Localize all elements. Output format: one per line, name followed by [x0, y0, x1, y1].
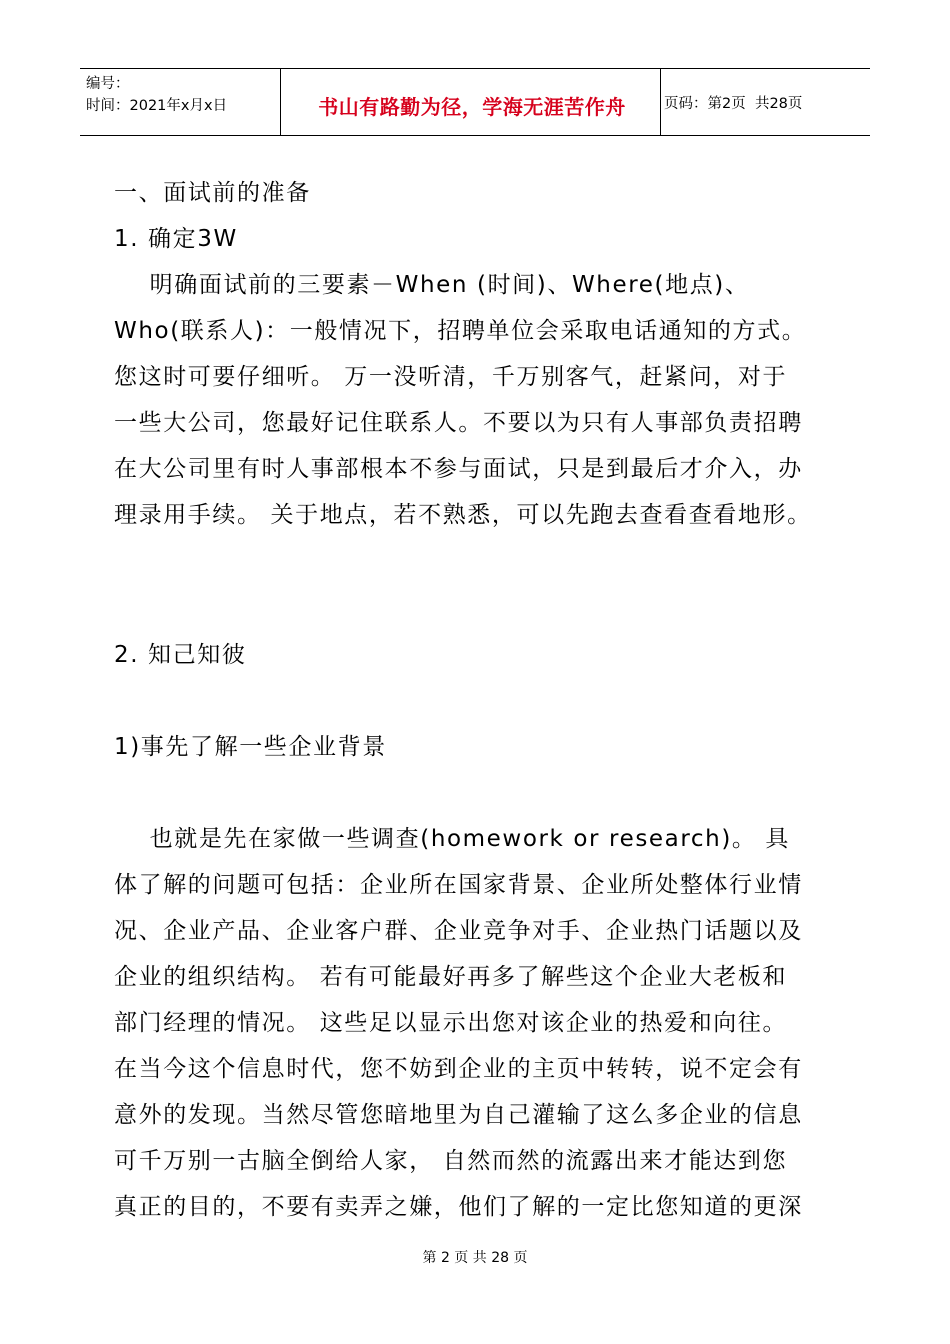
paragraph-line: 在当今这个信息时代，您不妨到企业的主页中转转，说不定会有: [114, 1056, 803, 1082]
paragraph-line: 在大公司里有时人事部根本不参与面试，只是到最后才介入，办: [114, 456, 803, 482]
paragraph-line: 一些大公司，您最好记住联系人。不要以为只有人事部负责招聘: [114, 410, 803, 436]
date-label: 时间：2021年x月x日: [86, 98, 228, 114]
page-footer: 第 2 页 共 28 页: [422, 1250, 528, 1266]
item-heading: 2. 知己知彼: [114, 642, 247, 668]
sub-item-heading: 1)事先了解一些企业背景: [114, 734, 387, 760]
paragraph-line: 体了解的问题可包括：企业所在国家背景、企业所处整体行业情: [114, 872, 803, 898]
paragraph-line: 也就是先在家做一些调查(homework or research)。 具: [114, 826, 791, 852]
header-motto: 书山有路勤为径，学海无涯苦作舟: [318, 94, 626, 119]
paragraph-line: 企业的组织结构。 若有可能最好再多了解些这个企业大老板和: [114, 964, 788, 990]
page-number-label: 页码：第2页 共28页: [664, 96, 803, 112]
paragraph-line: 理录用手续。 关于地点，若不熟悉，可以先跑去查看查看地形。: [114, 502, 812, 528]
header-divider-right: [660, 69, 661, 135]
item-heading: 1. 确定3W: [114, 226, 238, 252]
number-label: 编号：: [86, 76, 130, 92]
section-heading: 一、面试前的准备: [114, 180, 311, 206]
paragraph-line: 您这时可要仔细听。 万一没听清，千万别客气，赶紧问，对于: [114, 364, 788, 390]
paragraph-line: 明确面试前的三要素－When (时间)、Where(地点)、: [114, 272, 750, 298]
paragraph-line: Who(联系人)：一般情况下，招聘单位会采取电话通知的方式。: [114, 318, 807, 344]
paragraph-line: 况、企业产品、企业客户群、企业竞争对手、企业热门话题以及: [114, 918, 803, 944]
header-left-cell: [86, 73, 227, 117]
header-divider-left: [280, 69, 281, 135]
paragraph-line: 部门经理的情况。 这些足以显示出您对该企业的热爱和向往。: [114, 1010, 788, 1036]
paragraph-line: 意外的发现。当然尽管您暗地里为自己灌输了这么多企业的信息: [114, 1102, 803, 1128]
paragraph-line: 可千万别一古脑全倒给人家， 自然而然的流露出来才能达到您: [114, 1148, 788, 1174]
header-table: [80, 68, 870, 136]
paragraph-line: 真正的目的，不要有卖弄之嫌，他们了解的一定比您知道的更深: [114, 1194, 803, 1220]
